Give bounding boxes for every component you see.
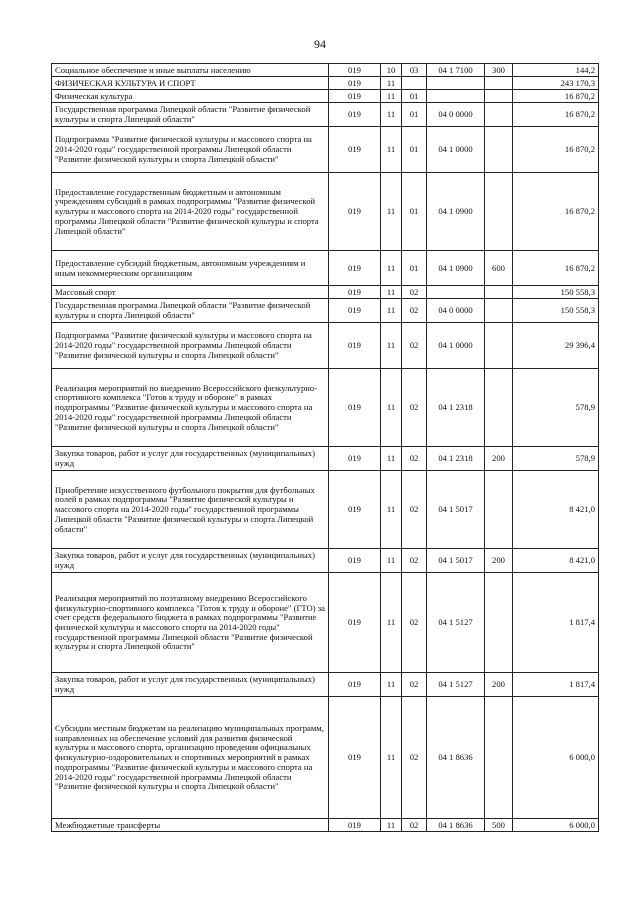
target-code-cell: 04 1 8636 <box>427 697 485 819</box>
expense-type-cell: 600 <box>485 251 513 286</box>
ministry-code-cell: 019 <box>329 64 381 77</box>
row-name-cell: Закупка товаров, работ и услуг для государственных (муниципальных) нужд <box>52 447 329 471</box>
amount-cell: 578,9 <box>513 369 599 447</box>
row-name-cell: Закупка товаров, работ и услуг для государственных (муниципальных) нужд <box>52 549 329 573</box>
ministry-code-cell: 019 <box>329 697 381 819</box>
ministry-code-cell: 019 <box>329 369 381 447</box>
ministry-code-cell: 019 <box>329 447 381 471</box>
ministry-code-cell: 019 <box>329 323 381 369</box>
section-code-cell: 11 <box>381 673 402 697</box>
target-code-cell: 04 0 0000 <box>427 103 485 127</box>
section-code-cell: 10 <box>381 64 402 77</box>
row-name-cell: Приобретение искусственного футбольного покрытия для футбольных полей в рамках подпрограммы "Развитие физической культуры и массового спорта на 2014-2020 годы" государственной программы Липецкой области "Развитие физической культуры и спорта Липецкой области" <box>52 471 329 549</box>
row-name-cell: Государственная программа Липецкой области "Развитие физической культуры и спорта Липецкой области" <box>52 299 329 323</box>
target-code-cell: 04 1 7100 <box>427 64 485 77</box>
target-code-cell: 04 1 5017 <box>427 549 485 573</box>
subsection-code-cell: 02 <box>402 323 427 369</box>
section-code-cell: 11 <box>381 697 402 819</box>
amount-cell: 29 396,4 <box>513 323 599 369</box>
row-name-cell: Реализация мероприятий по внедрению Всероссийского физкультурно-спортивного комплекса "Готов к труду и обороне" в рамках подпрограммы "Развитие физической культуры и массового спорта на 2014-2020 годы" государственной программы Липецкой области "Развитие физической культуры и спорта Липецкой области" <box>52 369 329 447</box>
target-code-cell: 04 1 2318 <box>427 369 485 447</box>
amount-cell: 144,2 <box>513 64 599 77</box>
table-row <box>52 697 599 819</box>
subsection-code-cell: 02 <box>402 299 427 323</box>
table-row <box>52 90 599 103</box>
expense-type-cell: 300 <box>485 64 513 77</box>
amount-cell: 243 170,3 <box>513 77 599 90</box>
section-code-cell: 11 <box>381 549 402 573</box>
row-name-cell: Предоставление государственным бюджетным и автономным учреждениям субсидий в рамках подпрограммы "Развитие физической культуры и массового спорта на 2014-2020 годы" государственной программы Липецкой области "Развитие физической культуры и спорта Липецкой области" <box>52 173 329 251</box>
amount-cell: 16 870,2 <box>513 103 599 127</box>
expense-type-cell <box>485 299 513 323</box>
section-code-cell: 11 <box>381 573 402 673</box>
subsection-code-cell: 02 <box>402 369 427 447</box>
target-code-cell <box>427 90 485 103</box>
section-code-cell: 11 <box>381 471 402 549</box>
section-code-cell: 11 <box>381 103 402 127</box>
ministry-code-cell: 019 <box>329 673 381 697</box>
row-name-cell: Предоставление субсидий бюджетным, автономным учреждениям и иным некоммерческим организациям <box>52 251 329 286</box>
row-name-cell: Физическая культура <box>52 90 329 103</box>
amount-cell: 578,9 <box>513 447 599 471</box>
section-code-cell: 11 <box>381 299 402 323</box>
ministry-code-cell: 019 <box>329 819 381 832</box>
table-row <box>52 173 599 251</box>
expense-type-cell <box>485 127 513 173</box>
amount-cell: 1 817,4 <box>513 573 599 673</box>
ministry-code-cell: 019 <box>329 77 381 90</box>
table-row <box>52 673 599 697</box>
table-row <box>52 323 599 369</box>
row-name-cell: Подпрограмма "Развитие физической культуры и массового спорта на 2014-2020 годы" государственной программы Липецкой области "Развитие физической культуры и спорта Липецкой области" <box>52 323 329 369</box>
subsection-code-cell: 01 <box>402 251 427 286</box>
ministry-code-cell: 019 <box>329 103 381 127</box>
ministry-code-cell: 019 <box>329 90 381 103</box>
section-code-cell: 11 <box>381 77 402 90</box>
amount-cell: 16 870,2 <box>513 90 599 103</box>
ministry-code-cell: 019 <box>329 471 381 549</box>
table-row <box>52 103 599 127</box>
ministry-code-cell: 019 <box>329 549 381 573</box>
table-row <box>52 299 599 323</box>
subsection-code-cell: 01 <box>402 103 427 127</box>
row-name-cell: Межбюджетные трансферты <box>52 819 329 832</box>
ministry-code-cell: 019 <box>329 573 381 673</box>
section-code-cell: 11 <box>381 819 402 832</box>
subsection-code-cell <box>402 77 427 90</box>
section-code-cell: 11 <box>381 251 402 286</box>
row-name-cell: ФИЗИЧЕСКАЯ КУЛЬТУРА И СПОРТ <box>52 77 329 90</box>
amount-cell: 8 421,0 <box>513 471 599 549</box>
amount-cell: 6 000,0 <box>513 697 599 819</box>
amount-cell: 150 558,3 <box>513 299 599 323</box>
section-code-cell: 11 <box>381 323 402 369</box>
subsection-code-cell: 02 <box>402 549 427 573</box>
amount-cell: 6 000,0 <box>513 819 599 832</box>
amount-cell: 16 870,2 <box>513 251 599 286</box>
target-code-cell: 04 1 5127 <box>427 673 485 697</box>
target-code-cell: 04 1 0000 <box>427 323 485 369</box>
amount-cell: 16 870,2 <box>513 173 599 251</box>
row-name-cell: Государственная программа Липецкой области "Развитие физической культуры и спорта Липецкой области" <box>52 103 329 127</box>
row-name-cell: Субсидии местным бюджетам на реализацию муниципальных программ, направленных на обеспечение условий для развития физической культуры и массового спорта, организацию проведения официальных физкультурно-оздоровительных и спортивных мероприятий в рамках подпрограммы "Развитие физической культуры и массового спорта на 2014-2020 годы" государственной программы Липецкой области "Развитие физической культуры и спорта Липецкой области" <box>52 697 329 819</box>
expense-type-cell: 200 <box>485 447 513 471</box>
expense-type-cell <box>485 471 513 549</box>
ministry-code-cell: 019 <box>329 299 381 323</box>
target-code-cell: 04 1 2318 <box>427 447 485 471</box>
target-code-cell <box>427 77 485 90</box>
expense-type-cell <box>485 173 513 251</box>
amount-cell: 150 558,3 <box>513 286 599 299</box>
target-code-cell: 04 1 0900 <box>427 251 485 286</box>
subsection-code-cell: 03 <box>402 64 427 77</box>
row-name-cell: Массовый спорт <box>52 286 329 299</box>
table-row <box>52 127 599 173</box>
table-row <box>52 64 599 77</box>
budget-table <box>51 63 599 832</box>
subsection-code-cell: 02 <box>402 447 427 471</box>
table-row <box>52 447 599 471</box>
table-row <box>52 77 599 90</box>
subsection-code-cell: 02 <box>402 573 427 673</box>
subsection-code-cell: 02 <box>402 819 427 832</box>
row-name-cell: Подпрограмма "Развитие физической культуры и массового спорта на 2014-2020 годы" государственной программы Липецкой области "Развитие физической культуры и спорта Липецкой области" <box>52 127 329 173</box>
table-row <box>52 286 599 299</box>
expense-type-cell <box>485 573 513 673</box>
table-row <box>52 819 599 832</box>
row-name-cell: Закупка товаров, работ и услуг для государственных (муниципальных) нужд <box>52 673 329 697</box>
target-code-cell: 04 1 5017 <box>427 471 485 549</box>
section-code-cell: 11 <box>381 286 402 299</box>
table-row <box>52 549 599 573</box>
target-code-cell: 04 0 0000 <box>427 299 485 323</box>
expense-type-cell <box>485 90 513 103</box>
target-code-cell: 04 1 5127 <box>427 573 485 673</box>
amount-cell: 8 421,0 <box>513 549 599 573</box>
target-code-cell <box>427 286 485 299</box>
row-name-cell: Реализация мероприятий по поэтапному внедрению Всероссийского физкультурно-спортивного комплекса "Готов к труду и обороне" (ГТО) за счет средств федерального бюджета в рамках подпрограммы "Развитие физической культуры и массового спорта на 2014-2020 годы" государственной программы Липецкой области "Развитие физической культуры и спорта Липецкой области" <box>52 573 329 673</box>
amount-cell: 16 870,2 <box>513 127 599 173</box>
target-code-cell: 04 1 0000 <box>427 127 485 173</box>
target-code-cell: 04 1 0900 <box>427 173 485 251</box>
subsection-code-cell: 01 <box>402 90 427 103</box>
subsection-code-cell: 01 <box>402 127 427 173</box>
expense-type-cell <box>485 77 513 90</box>
expense-type-cell <box>485 369 513 447</box>
subsection-code-cell: 02 <box>402 697 427 819</box>
expense-type-cell: 200 <box>485 673 513 697</box>
table-row <box>52 471 599 549</box>
table-row <box>52 573 599 673</box>
section-code-cell: 11 <box>381 369 402 447</box>
page-number: 94 <box>314 37 326 51</box>
ministry-code-cell: 019 <box>329 127 381 173</box>
subsection-code-cell: 02 <box>402 286 427 299</box>
subsection-code-cell: 02 <box>402 673 427 697</box>
expense-type-cell: 500 <box>485 819 513 832</box>
ministry-code-cell: 019 <box>329 286 381 299</box>
expense-type-cell <box>485 323 513 369</box>
expense-type-cell <box>485 286 513 299</box>
subsection-code-cell: 02 <box>402 471 427 549</box>
section-code-cell: 11 <box>381 127 402 173</box>
subsection-code-cell: 01 <box>402 173 427 251</box>
section-code-cell: 11 <box>381 447 402 471</box>
expense-type-cell <box>485 103 513 127</box>
section-code-cell: 11 <box>381 173 402 251</box>
amount-cell: 1 817,4 <box>513 673 599 697</box>
table-row <box>52 369 599 447</box>
expense-type-cell: 200 <box>485 549 513 573</box>
expense-type-cell <box>485 697 513 819</box>
section-code-cell: 11 <box>381 90 402 103</box>
target-code-cell: 04 1 8636 <box>427 819 485 832</box>
row-name-cell: Социальное обеспечение и иные выплаты населению <box>52 64 329 77</box>
table-row <box>52 251 599 286</box>
ministry-code-cell: 019 <box>329 251 381 286</box>
ministry-code-cell: 019 <box>329 173 381 251</box>
